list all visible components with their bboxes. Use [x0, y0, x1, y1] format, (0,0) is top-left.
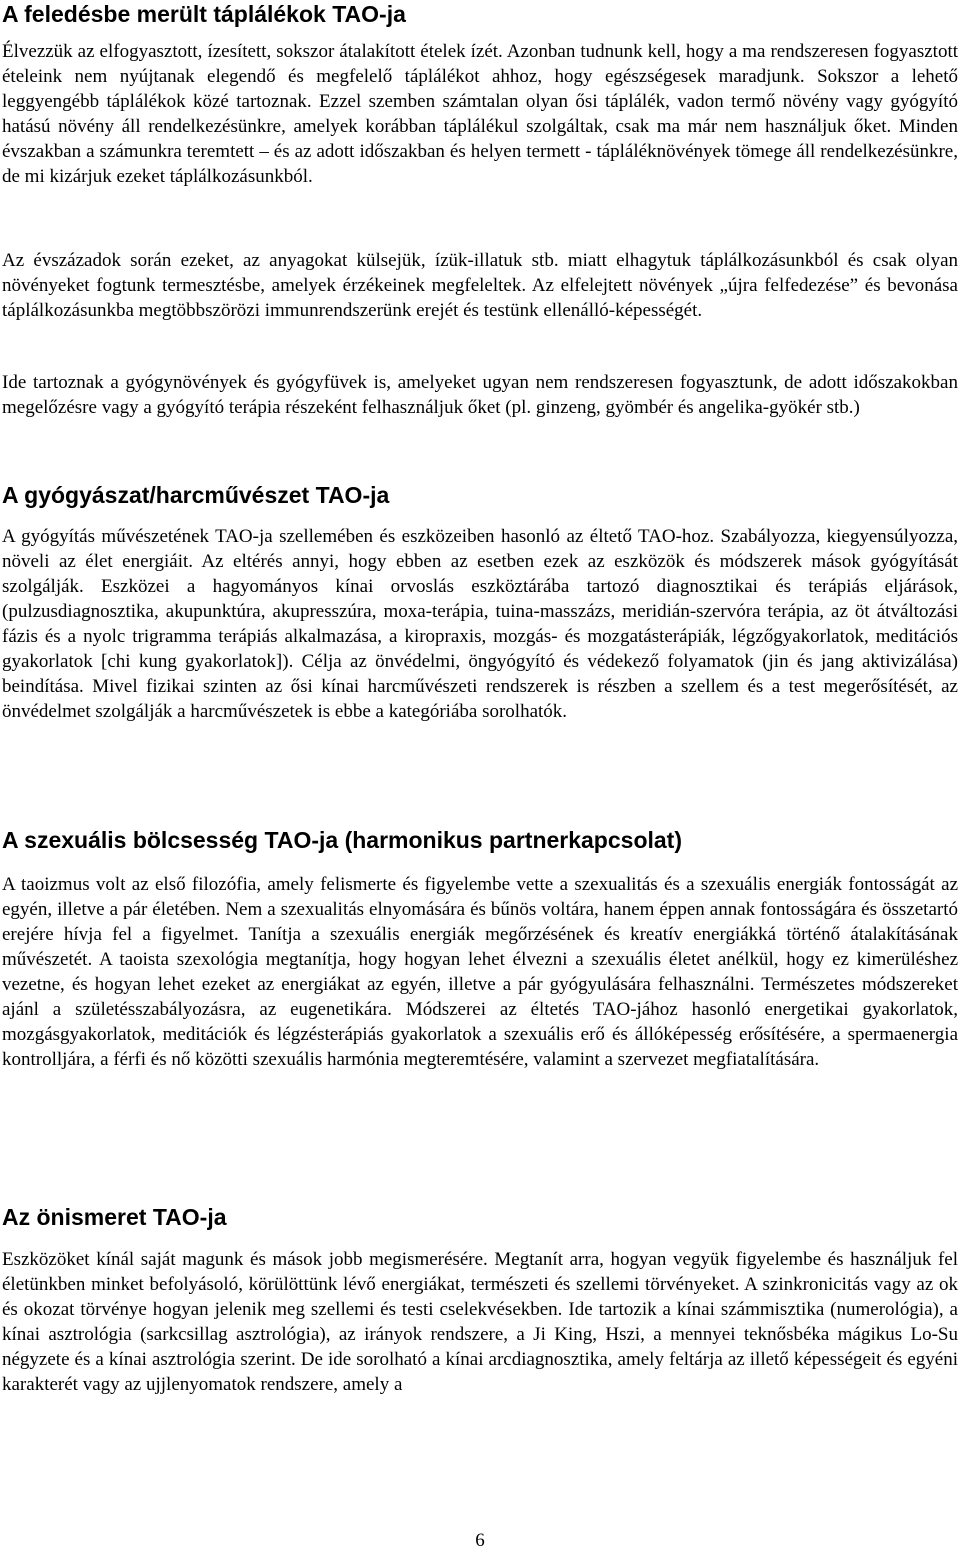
- paragraph-self-knowledge-1: Eszközöket kínál saját magunk és mások jobb megismerésére. Megtanít arra, hogyan vegyük figyelembe és használjuk fel életünkben minket befolyásoló, körülöttünk lévő energiákat, természeti és szellemi törvényeket. A szinkronicitás vagy az ok és okozat törvénye hogyan jelenik meg szellemi és testi cselekvésekben. Ide tartozik a kínai számmisztika (numerológia), a kínai asztrológia (sarkcsillag asztrológia), az irányok rendszere, a Ji King, Hszi, a mennyei teknősbéka mágikus Lo-Su négyzete és a kínai asztrológia szerint. De ide sorolható a kínai arcdiagnosztika, amely feltárja az illető képességeit és egyéni karakterét vagy az ujjlenyomatok rendszere, amely a: [2, 1249, 958, 1395]
- section-heading-food: A feledésbe merült táplálékok TAO-ja: [2, 1, 406, 27]
- paragraph-food-2: Az évszázadok során ezeket, az anyagokat külsejük, ízük-illatuk stb. miatt elhagytuk táplálkozásunkból és csak olyan növényeket fogtunk termesztésbe, amelyek érzékeinek megfeleltek. Az elfelejtett növények „újra felfedezése” és bevonása táplálkozásunkba megtöbbszörözi immunrendszerünk erejét és testünk ellenálló-képességét.: [2, 250, 958, 321]
- section-heading-sexual: A szexuális bölcsesség TAO-ja (harmonikus partnerkapcsolat): [2, 827, 682, 853]
- section-heading-self-knowledge: Az önismeret TAO-ja: [2, 1204, 227, 1230]
- section-heading-healing: A gyógyászat/harcművészet TAO-ja: [2, 482, 390, 508]
- paragraph-sexual-1: A taoizmus volt az első filozófia, amely felismerte és figyelembe vette a szexualitás és a szexuális energiák fontosságát az egyén, illetve a pár életében. Nem a szexualitás elnyomására és bűnös voltára, hanem éppen annak fontosságára és összetartó erejére hívja fel a figyelmet. Tanítja a szexuális energiák megőrzésének és kreatív energiákká történő átalakításának művészetét. A taoista szexológia megtanítja, hogy hogyan lehet élvezni a szexuális életet anélkül, hogy ez kimerüléshez vezetne, és hogyan lehet ezeket az energiákat az egyén, illetve a pár gyógyulására felhasználni. Természetes módszereket ajánl a születésszabályozásra, az eugenetikára. Módszerei az éltetés TAO-jához hasonló energetikai gyakorlatok, mozgásgyakorlatok, meditációk és légzésterápiás gyakorlatok a szexuális erő és állóképesség erősítésére, a spermaenergia kontrolljára, a férfi és nő közötti szexuális harmónia megteremtésére, valamint a szervezet megfiatalítására.: [2, 874, 958, 1070]
- paragraph-healing-1: A gyógyítás művészetének TAO-ja szellemében és eszközeiben hasonló az éltető TAO-hoz. Szabályozza, kiegyensúlyozza, növeli az élet energiáit. Az eltérés annyi, hogy ebben az esetben ezek az eszközök és módszerek mások gyógyítását szolgálják. Eszközei a hagyományos kínai orvoslás eszköztárába tartozó diagnosztikai és terápiás eljárások, (pulzusdiagnosztika, akupunktúra, akupresszúra, moxa-terápia, tuina-masszázs, meridián-szervóra terápia, az öt átváltozási fázis és a nyolc trigramma terápiás alkalmazása, a kiropraxis, mozgás- és mozgatásterápiák, légzőgyakorlatok, meditációs gyakorlatok [chi kung gyakorlatok]). Célja az önvédelmi, öngyógyító és védekező folyamatok (jin és jang aktivizálása) beindítása. Mivel fizikai szinten az ősi kínai harcművészeti rendszerek is részben a szellem és a test megerősítését, az önvédelmet szolgálják a harcművészetek is ebbe a kategóriába sorolhatók.: [2, 526, 958, 722]
- page-number: 6: [475, 1530, 485, 1551]
- paragraph-food-1: Élvezzük az elfogyasztott, ízesített, sokszor átalakított ételek ízét. Azonban tudnunk kell, hogy a ma rendszeresen fogyasztott ételeink nem nyújtanak elegendő és megfelelő táplálékot ahhoz, hogy egészségesek maradjunk. Sokszor a lehető leggyengébb táplálékok közé tartoznak. Ezzel szemben számtalan olyan ősi táplálék, vadon termő növény vagy gyógyító hatású növény áll rendelkezésünkre, amelyek korábban táplálékul szolgáltak, csak ma már nem használjuk őket. Minden évszakban a számunkra teremtett – és az adott időszakban és helyen termett - tápláléknövények tömege áll rendelkezésünkre, de mi kizárjuk ezeket táplálkozásunkból.: [2, 41, 958, 187]
- paragraph-food-3: Ide tartoznak a gyógynövények és gyógyfüvek is, amelyeket ugyan nem rendszeresen fogyasztunk, de adott időszakokban megelőzésre vagy a gyógyító terápia részeként felhasználjuk őket (pl. ginzeng, gyömbér és angelika-gyökér stb.): [2, 372, 958, 418]
